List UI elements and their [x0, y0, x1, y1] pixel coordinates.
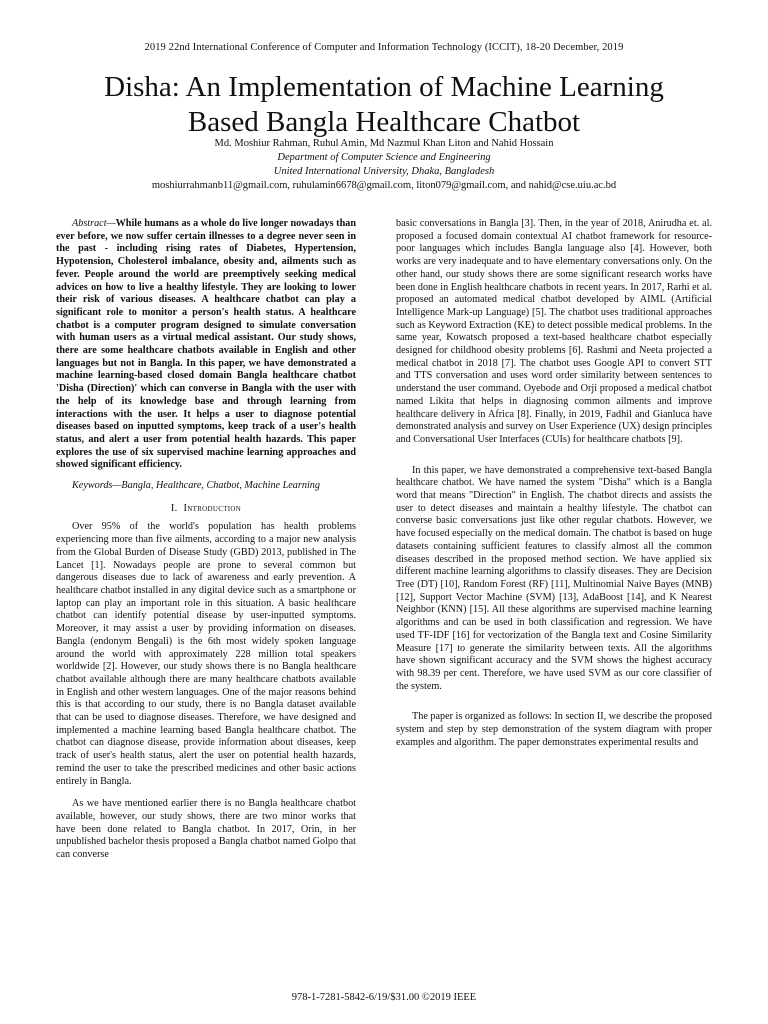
title-line-1: Disha: An Implementation of Machine Learning — [104, 71, 664, 103]
section-heading-introduction — [56, 503, 356, 516]
paragraph: Over 95% of the world's population has health problems experiencing more than five ailments, according to a major new analysis from the Global Burden of Disease Study (GBD) 2013, published in The Lancet [1]. Nowadays people are prone to several common but dangerous diseases due to lack of awareness and early prevention. A healthcare chatbot installed in any digital device such as a smartphone or laptop can play an important role in this situation. A basic healthcare chatbot can identify potential disease by user-inputted symptoms. Moreover, it may assist a user by providing information on diseases. Bangla (endonym Bengali) is the 6th most widely spoken language around the world with approximately 228 million total speakers worldwide [2]. However, our study shows there is no Bangla healthcare chatbot available although there are many healthcare chatbots available in English and other western languages. One of the major reasons behind this is that according to our study, there is no Bangla dataset available that can be used to diagnose diseases. Therefore, we have designed and implemented a machine learning based Bangla healthcare chatbot. The chatbot can diagnose disease, provide information about diseases, keep track of user's health status, alert the user on potential health hazards, remind the user to take the prescribed medicines and other basic actions entirely in Bangla. — [56, 521, 356, 787]
paper-title — [40, 70, 728, 140]
conference-header: 2019 22nd International Conference of Computer and Information Technology (ICCIT), 18-20 December, 2019 — [144, 42, 624, 53]
title-line-2: Based Bangla Healthcare Chatbot — [187, 106, 581, 138]
paragraph: The paper is organized as follows: In section II, we describe the proposed system and step by step demonstration of the system diagram with proper examples and algorithm. The paper demonstrates experimental results and — [396, 711, 712, 748]
author-block — [0, 137, 768, 193]
left-column — [56, 218, 356, 862]
abstract-text: While humans as a whole do live longer nowadays than ever before, we now suffer certain illnesses to a degree never seen in the past - including rising rates of Diabetes, Hypertension, Hypotension, Cholesterol imbalance, obesity and, ailments such as fever. People around the world are preemptively seeking medical advices on how to live a healthy lifestyle. They are looking to lower their risk of various diseases. A healthcare chatbot can play a significant role to monitor a person's health status. A healthcare chatbot is a computer program designed to simulate conversation with human users as a virtual medical assistant. Our study shows, there are some healthcare chatbots available in English and other languages but not in Bangla. In this paper, we have demonstrated a machine learning-based closed domain Bangla healthcare chatbot 'Disha (Direction)' which can converse in Bangla with the user with the help of its knowledge base and through learning from interactions with the user. It helps a user to diagnose potential diseases based on inputted symptoms, keep track of a user's health status, and alert a user from potential health hazards. This paper explores the use of six supervised machine learning approaches and showed significant efficiency. — [56, 218, 356, 471]
paragraph: basic conversations in Bangla [3]. Then, in the year of 2018, Anirudha et. al. proposed a focused domain contextual AI chatbot framework for resource-poor languages which includes Bangla language also [4]. However, both works are very inadequate and to have elementary conversations only. On the other hand, our study shows there are some significant research works have been done in English healthcare chatbots in recent years. In 2017, Rarhi et al. proposed an automated medical chatbot developed by AIML (Artificial Intelligence Mark-up Language) [5]. The chatbot uses traditional approaches such as Keyword Extraction (KE) to detect possible medical problems. In the same year, Kowatsch proposed a text-based healthcare chatbot especially designed for childhood obesity problems [6]. Rashmi and Neeta projected a medical chatbot in 2018 [7]. The chatbot uses Google API to convert STT and TTS conversation and uses word order similarity between sentences to understand the user command. Oyebode and Orji proposed a medical chatbot named Likita that helps in diagnosing common ailments and improve healthcare delivery in Africa [8]. Finally, in 2019, Fadhil and Gianluca have demonstrated analysis and survey on User Experience (UX) design principles and Conversational User Interfaces (CUIs) for healthcare chatbots [9]. — [396, 218, 713, 445]
right-column — [396, 218, 712, 749]
paragraph: As we have mentioned earlier there is no Bangla healthcare chatbot available, however, our study shows, there are two minor works that have been done related to Bangla chatbot. In 2017, Orin, in her unpublished bachelor thesis proposed a Bangla chatbot named Golpo that can converse — [56, 798, 356, 861]
author-emails: moshiurrahmanb11@gmail.com, ruhulamin6678@gmail.com, liton079@gmail.com, and nahid@cse.uiu.ac.bd — [151, 180, 617, 191]
author-names: Md. Moshiur Rahman, Ruhul Amin, Md Nazmul Khan Liton and Nahid Hossain — [214, 138, 554, 149]
section-title: Introduction — [183, 502, 242, 514]
abstract — [56, 218, 356, 472]
paragraph: In this paper, we have demonstrated a comprehensive text-based Bangla healthcare chatbot. We have named the system "Disha" which is a Bangla word that means "Direction" in English. The chatbot directs and assists the user to detect diseases and maintain a healthy lifestyle. The chatbot can converse basic conversations just like other regular chatbots. However, we have focused especially on the medical domain. The chatbot is based on huge datasets containing sufficient features to classify almost all the common diseases described in the proposed method section. We have applied six different machine learning algorithms to classify diseases. They are Decision Tree (DT) [10], Random Forest (RF) [11], Multinomial Naive Bayes (MNB) [12], Support Vector Machine (SVM) [13], AdaBoost [14], and K Nearest Neighbor (KNN) [15]. All these algorithms are supervised machine learning algorithms and can be used in both classification and regression. We have used TF-IDF [16] for vectorization of the Bangla text and Cosine Similarity Measure [17] to generate the similarity between texts. All the algorithms have shown significant accuracy and the SVM shows the highest accuracy with 98.39 per cent. Therefore, we have used SVM as our core classifier of the system. — [396, 464, 712, 692]
author-department: Department of Computer Science and Engineering — [277, 152, 491, 163]
author-affiliation: United International University, Dhaka, Bangladesh — [273, 166, 495, 177]
abstract-label: Abstract— — [72, 218, 116, 229]
keywords: Keywords—Bangla, Healthcare, Chatbot, Machine Learning — [72, 480, 320, 492]
section-number: I. — [170, 502, 178, 514]
copyright-footer: 978-1-7281-5842-6/19/$31.00 ©2019 IEEE — [291, 992, 477, 1003]
